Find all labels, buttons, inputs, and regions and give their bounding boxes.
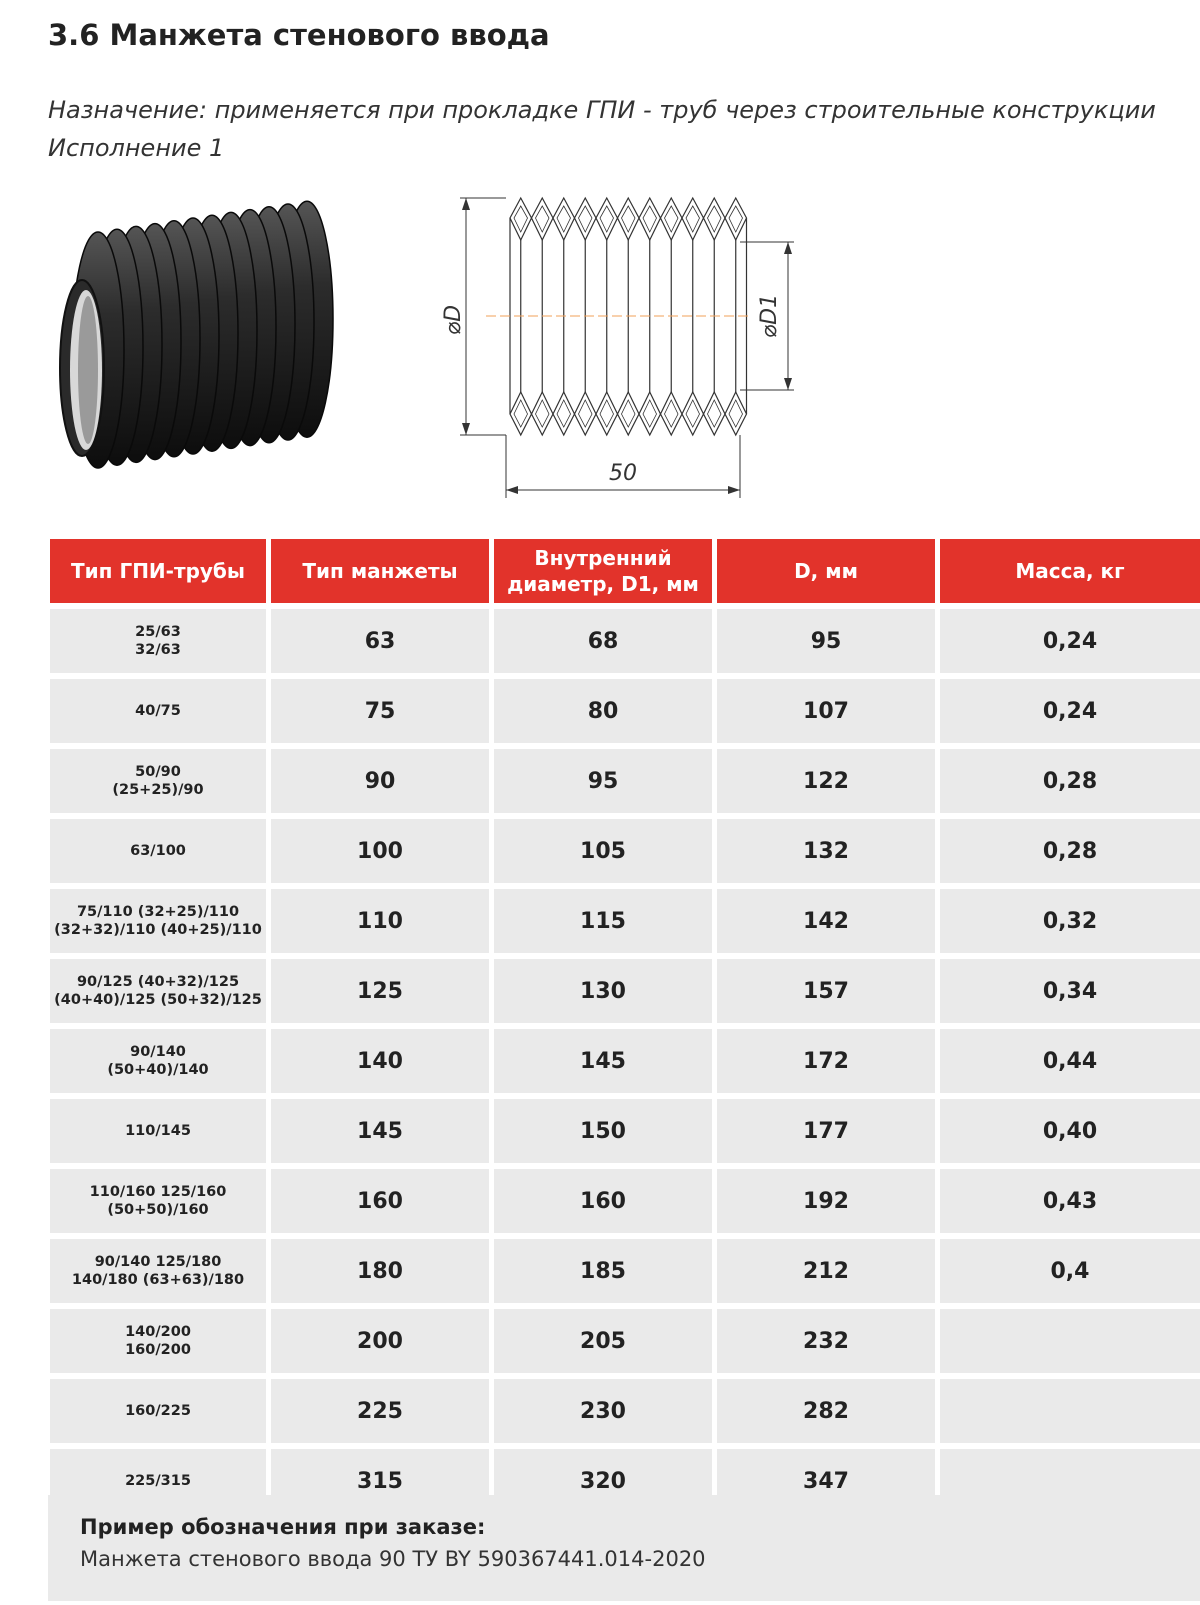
rib-section-top bbox=[639, 198, 661, 240]
sleeve-type-cell: 315 bbox=[271, 1449, 489, 1513]
table-header-row bbox=[50, 539, 1200, 603]
pipe-type-cell: 50/90 (25+25)/90 bbox=[50, 749, 266, 813]
rib-section-bottom bbox=[510, 392, 532, 435]
pipe-type-cell: 90/140 (50+40)/140 bbox=[50, 1029, 266, 1093]
rib-section-bottom bbox=[618, 392, 640, 435]
table-row bbox=[50, 609, 1200, 673]
purpose-text: Назначение: применяется при прокладке ГПИ - труб через строительные конструкции bbox=[48, 96, 1156, 124]
mass-cell: 0,28 bbox=[940, 819, 1200, 883]
inner-diameter-cell: 130 bbox=[494, 959, 712, 1023]
table-row bbox=[50, 889, 1200, 953]
mass-cell: 0,43 bbox=[940, 1169, 1200, 1233]
outer-diameter-cell: 95 bbox=[717, 609, 935, 673]
rib-section-bottom bbox=[596, 392, 618, 435]
mass-cell: 0,40 bbox=[940, 1099, 1200, 1163]
mass-cell bbox=[940, 1309, 1200, 1373]
outer-diameter-cell: 172 bbox=[717, 1029, 935, 1093]
sleeve-type-cell: 225 bbox=[271, 1379, 489, 1443]
variant-text: Исполнение 1 bbox=[48, 134, 225, 162]
inner-diameter-cell: 150 bbox=[494, 1099, 712, 1163]
order-example bbox=[48, 1495, 1200, 1601]
order-example-text: Манжета стенового ввода 90 ТУ BY 590367441.014-2020 bbox=[80, 1547, 706, 1571]
rib-section-top bbox=[725, 198, 747, 240]
pipe-type-cell: 90/125 (40+32)/125 (40+40)/125 (50+32)/125 bbox=[50, 959, 266, 1023]
sleeve-type-cell: 180 bbox=[271, 1239, 489, 1303]
outer-diameter-cell: 192 bbox=[717, 1169, 935, 1233]
rib-section-top bbox=[510, 198, 532, 240]
sleeve-type-cell: 140 bbox=[271, 1029, 489, 1093]
outer-diameter-cell: 107 bbox=[717, 679, 935, 743]
sleeve-type-cell: 75 bbox=[271, 679, 489, 743]
outer-diameter-cell: 177 bbox=[717, 1099, 935, 1163]
outer-diameter-cell: 157 bbox=[717, 959, 935, 1023]
table-row bbox=[50, 1099, 1200, 1163]
inner-diameter-cell: 160 bbox=[494, 1169, 712, 1233]
mass-cell bbox=[940, 1379, 1200, 1443]
pipe-type-cell: 40/75 bbox=[50, 679, 266, 743]
outer-diameter-cell: 232 bbox=[717, 1309, 935, 1373]
mass-cell: 0,44 bbox=[940, 1029, 1200, 1093]
technical-drawing bbox=[430, 180, 810, 500]
table-row bbox=[50, 1309, 1200, 1373]
rib-section-bottom bbox=[553, 392, 575, 435]
pipe-type-cell: 110/145 bbox=[50, 1099, 266, 1163]
sleeve-type-cell: 100 bbox=[271, 819, 489, 883]
inner-diameter-cell: 185 bbox=[494, 1239, 712, 1303]
sleeve-type-cell: 110 bbox=[271, 889, 489, 953]
spec-table bbox=[45, 533, 1200, 1519]
sleeve-type-cell: 90 bbox=[271, 749, 489, 813]
rib-section-bottom bbox=[575, 392, 597, 435]
pipe-type-cell: 75/110 (32+25)/110 (32+32)/110 (40+25)/110 bbox=[50, 889, 266, 953]
rib-section-bottom bbox=[682, 392, 704, 435]
mass-cell: 0,24 bbox=[940, 609, 1200, 673]
rib-section-top bbox=[532, 198, 554, 240]
page-title: 3.6 Манжета стенового ввода bbox=[48, 18, 550, 52]
mass-cell: 0,24 bbox=[940, 679, 1200, 743]
pipe-type-cell: 63/100 bbox=[50, 819, 266, 883]
table-row bbox=[50, 959, 1200, 1023]
mass-cell: 0,4 bbox=[940, 1239, 1200, 1303]
table-row bbox=[50, 679, 1200, 743]
outer-diameter-cell: 212 bbox=[717, 1239, 935, 1303]
inner-diameter-cell: 115 bbox=[494, 889, 712, 953]
header-sleeve-type: Тип манжеты bbox=[271, 539, 489, 603]
rib-section-bottom bbox=[704, 392, 726, 435]
sleeve-type-cell: 145 bbox=[271, 1099, 489, 1163]
table-row bbox=[50, 819, 1200, 883]
table-row bbox=[50, 1379, 1200, 1443]
inner-diameter-cell: 205 bbox=[494, 1309, 712, 1373]
rib-section-bottom bbox=[725, 392, 747, 435]
table-row bbox=[50, 1029, 1200, 1093]
inner-diameter-label: ⌀D1 bbox=[757, 293, 782, 339]
outer-diameter-cell: 132 bbox=[717, 819, 935, 883]
width-dimension-label: 50 bbox=[609, 461, 637, 486]
rib-section-top bbox=[682, 198, 704, 240]
rib-section-top bbox=[596, 198, 618, 240]
rib-section-top bbox=[553, 198, 575, 240]
table-row bbox=[50, 749, 1200, 813]
outer-diameter-label: ⌀D bbox=[441, 304, 466, 336]
outer-diameter-cell: 142 bbox=[717, 889, 935, 953]
outer-diameter-cell: 282 bbox=[717, 1379, 935, 1443]
inner-diameter-cell: 95 bbox=[494, 749, 712, 813]
pipe-type-cell: 110/160 125/160 (50+50)/160 bbox=[50, 1169, 266, 1233]
sleeve-type-cell: 160 bbox=[271, 1169, 489, 1233]
inner-diameter-cell: 68 bbox=[494, 609, 712, 673]
pipe-type-cell: 160/225 bbox=[50, 1379, 266, 1443]
sleeve-type-cell: 125 bbox=[271, 959, 489, 1023]
header-outer-diameter: D, мм bbox=[717, 539, 935, 603]
header-pipe-type: Тип ГПИ-трубы bbox=[50, 539, 266, 603]
inner-diameter-cell: 105 bbox=[494, 819, 712, 883]
sleeve-type-cell: 200 bbox=[271, 1309, 489, 1373]
outer-diameter-cell: 347 bbox=[717, 1449, 935, 1513]
header-mass: Масса, кг bbox=[940, 539, 1200, 603]
product-photo bbox=[40, 200, 360, 490]
rib-section-bottom bbox=[661, 392, 683, 435]
rib-section-top bbox=[575, 198, 597, 240]
inner-diameter-cell: 230 bbox=[494, 1379, 712, 1443]
order-example-title: Пример обозначения при заказе: bbox=[80, 1515, 486, 1539]
mass-cell: 0,28 bbox=[940, 749, 1200, 813]
rib-section-bottom bbox=[639, 392, 661, 435]
outer-diameter-cell: 122 bbox=[717, 749, 935, 813]
rib-section-top bbox=[618, 198, 640, 240]
sleeve-type-cell: 63 bbox=[271, 609, 489, 673]
header-inner-diameter: Внутренний диаметр, D1, мм bbox=[494, 539, 712, 603]
mass-cell: 0,32 bbox=[940, 889, 1200, 953]
inner-diameter-cell: 80 bbox=[494, 679, 712, 743]
inner-diameter-cell: 145 bbox=[494, 1029, 712, 1093]
inner-diameter-cell: 320 bbox=[494, 1449, 712, 1513]
pipe-type-cell: 25/63 32/63 bbox=[50, 609, 266, 673]
table-row bbox=[50, 1239, 1200, 1303]
rib-section-top bbox=[661, 198, 683, 240]
pipe-type-cell: 90/140 125/180 140/180 (63+63)/180 bbox=[50, 1239, 266, 1303]
pipe-type-cell: 225/315 bbox=[50, 1449, 266, 1513]
mass-cell: 0,34 bbox=[940, 959, 1200, 1023]
rib-section-top bbox=[704, 198, 726, 240]
pipe-type-cell: 140/200 160/200 bbox=[50, 1309, 266, 1373]
table-row bbox=[50, 1169, 1200, 1233]
rib-section-bottom bbox=[532, 392, 554, 435]
